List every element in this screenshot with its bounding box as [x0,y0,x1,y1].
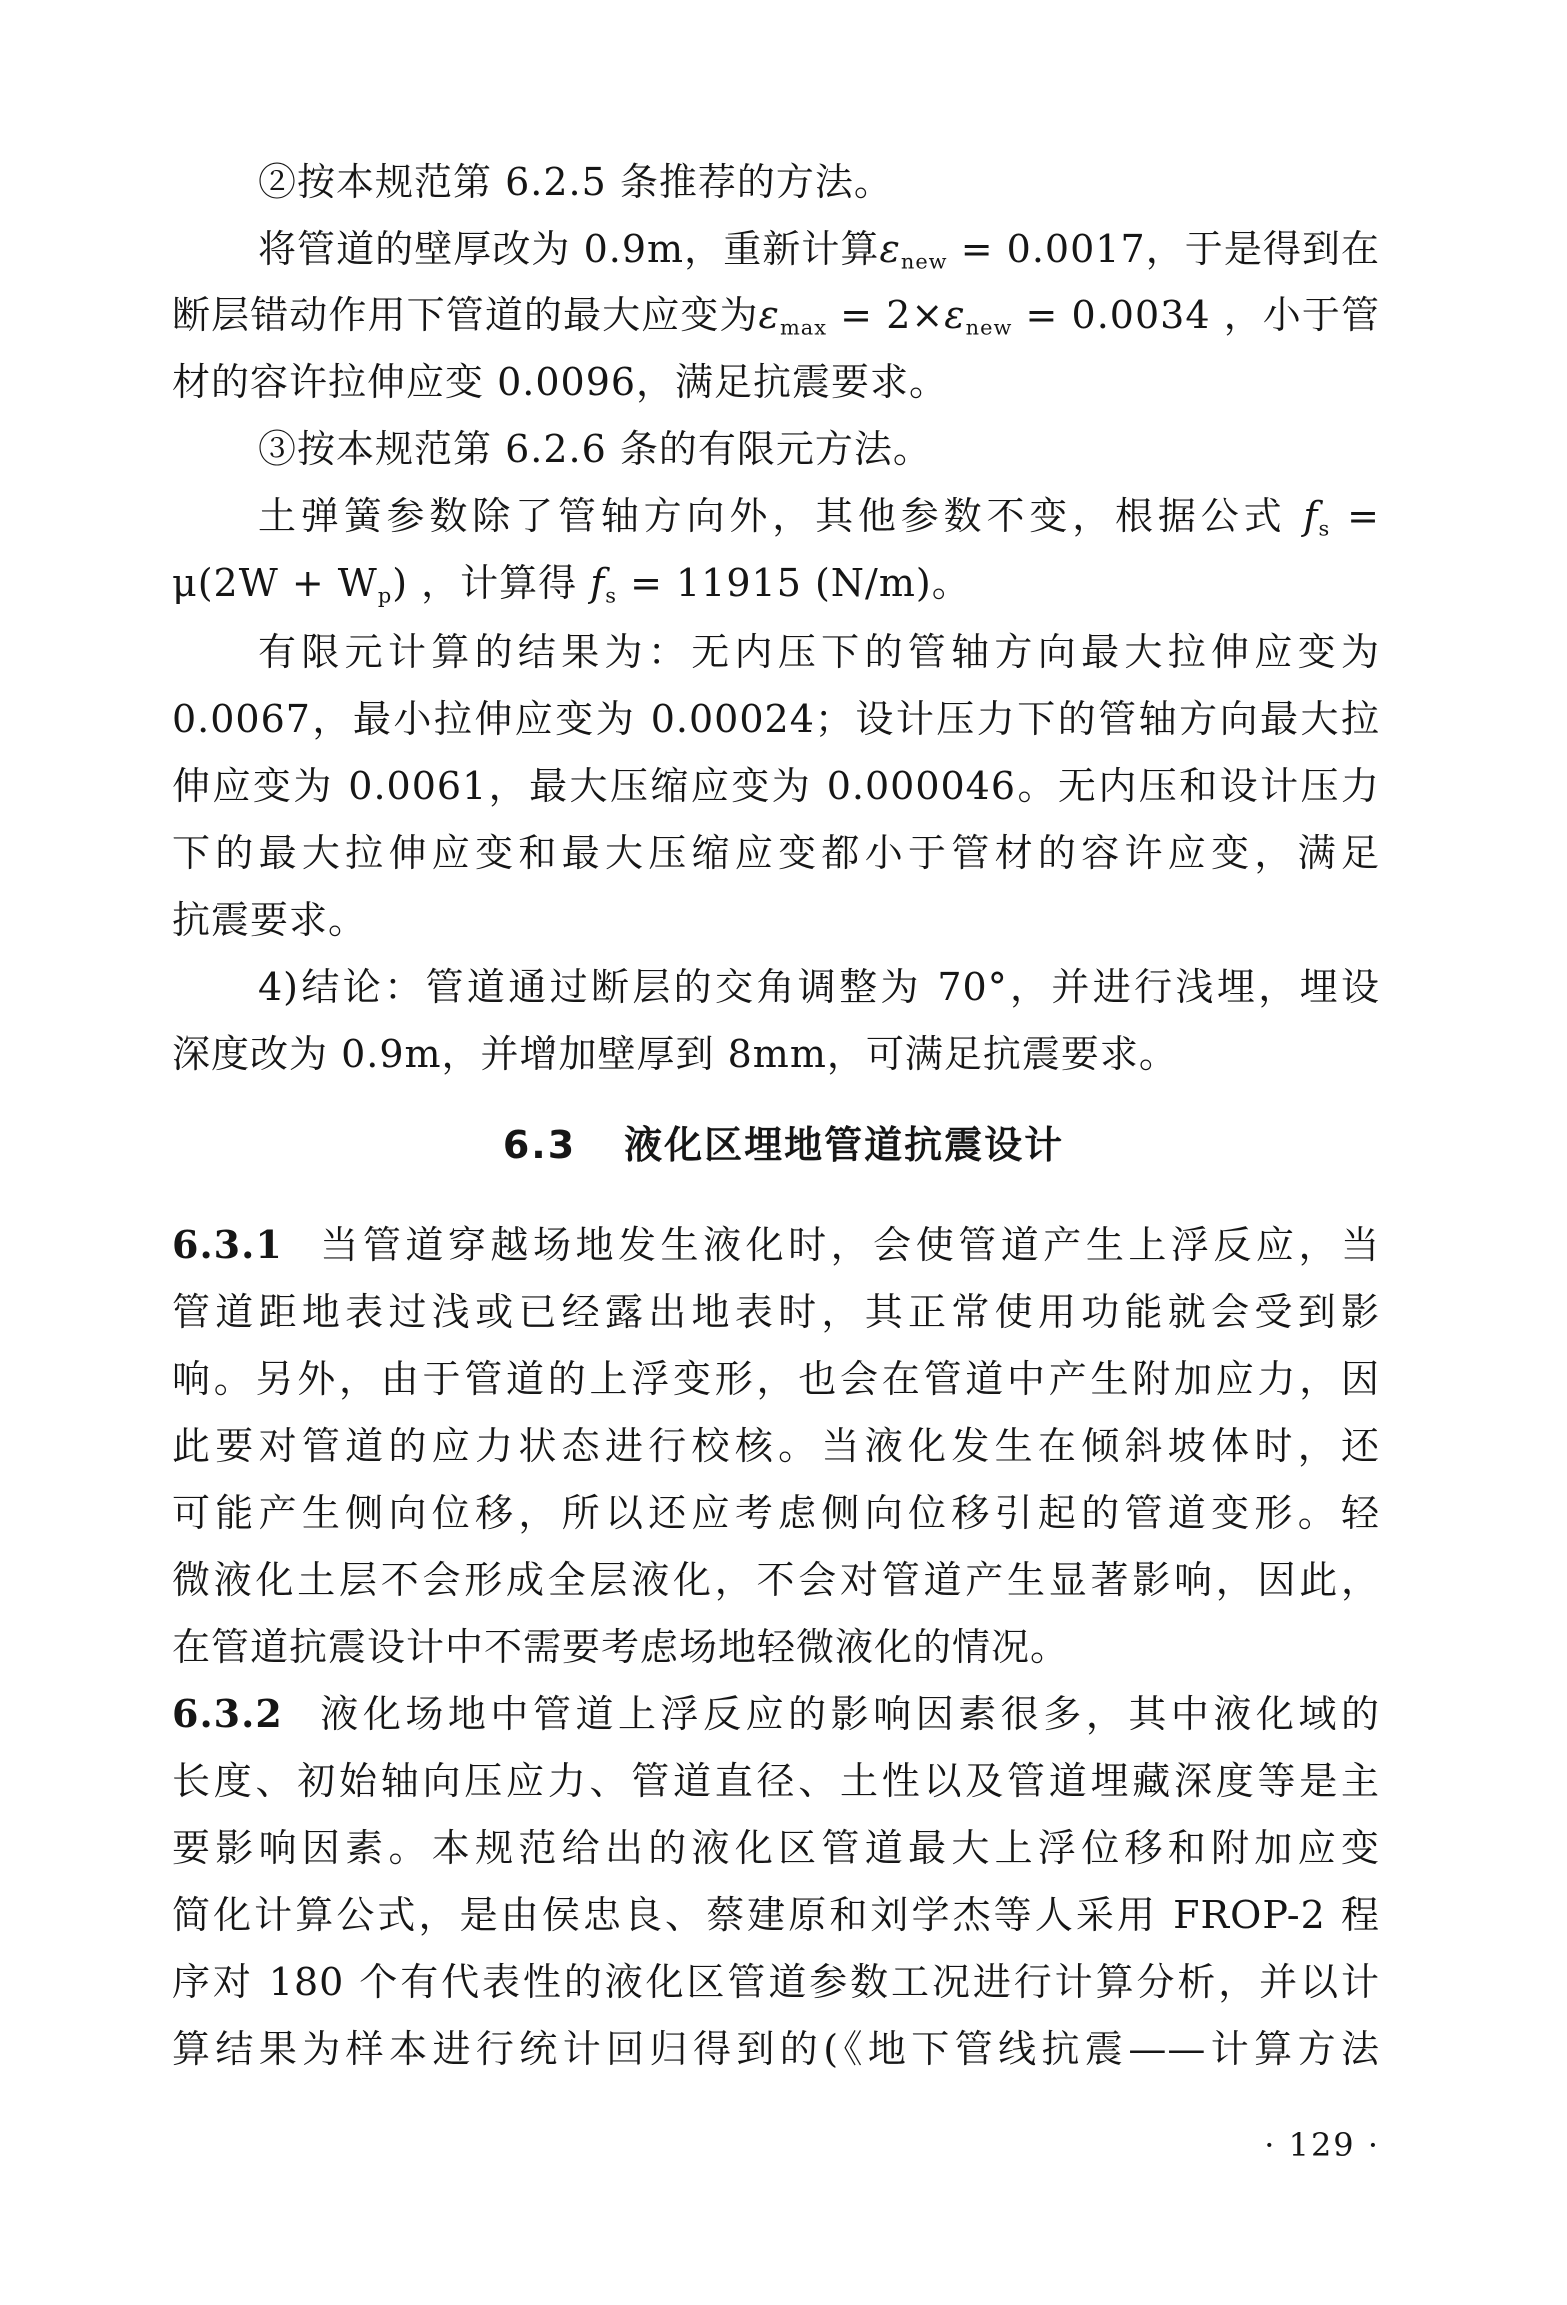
clause-line: 要影响因素。本规范给出的液化区管道最大上浮位移和附加应变 [172,1826,1380,1870]
clause-line: 长度、初始轴向压应力、管道直径、土性以及管道埋藏深度等是主 [172,1759,1380,1803]
clause-line: 管道距地表过浅或已经露出地表时，其正常使用功能就会受到影 [172,1290,1380,1334]
paragraph-line: 深度改为 0.9m，并增加壁厚到 8mm，可满足抗震要求。 [172,1032,1178,1076]
clause-line: 在管道抗震设计中不需要考虑场地轻微液化的情况。 [172,1625,1070,1669]
section-heading [0,1115,1567,1175]
paragraph-line: 0.0067，最小拉伸应变为 0.00024；设计压力下的管轴方向最大拉 [172,697,1380,741]
paragraph-line: 材的容许拉伸应变 0.0096，满足抗震要求。 [172,360,949,404]
paragraph-line: 抗震要求。 [172,898,368,942]
clause-line: 序对 180 个有代表性的液化区管道参数工况进行计算分析，并以计 [172,1960,1380,2004]
formula-line: $\mu(2W + W_p)$ ，计算得 $f_s = 11915$ (N/m)。 [172,561,971,608]
paragraph-line: 下的最大拉伸应变和最大压缩应变都小于管材的容许应变，满足 [172,831,1380,875]
paragraph-line: ②按本规范第 6.2.5 条推荐的方法。 [258,160,893,204]
clause-line: 6.3.1 当管道穿越场地发生液化时，会使管道产生上浮反应，当 [172,1222,1380,1267]
section-title: 液化区埋地管道抗震设计 [624,1123,1065,1167]
clause-line: 此要对管道的应力状态进行校核。当液化发生在倾斜坡体时，还 [172,1424,1380,1468]
paragraph-line: 将管道的壁厚改为 0.9m，重新计算$\varepsilon_{new} = 0.0017$，于是得到在 [258,227,1381,274]
section-number: 6.3 [502,1123,577,1167]
clause-line: 算结果为样本进行统计回归得到的(《地下管线抗震——计算方法 [172,2027,1380,2071]
clause-line: 可能产生侧向位移，所以还应考虑侧向位移引起的管道变形。轻 [172,1491,1380,1535]
clause-line: 6.3.2 液化场地中管道上浮反应的影响因素很多，其中液化域的 [172,1691,1380,1736]
paragraph-line: 4)结论：管道通过断层的交角调整为 70°，并进行浅埋，埋设 [258,965,1380,1009]
paragraph-line: 伸应变为 0.0061，最大压缩应变为 0.000046。无内压和设计压力 [172,764,1380,808]
paragraph-line: 土弹簧参数除了管轴方向外，其他参数不变，根据公式 $f_s$ = [258,494,1380,541]
page-number: · 129 · [1264,2126,1380,2164]
paragraph-line: 有限元计算的结果为：无内压下的管轴方向最大拉伸应变为 [258,630,1380,674]
clause-line: 简化计算公式，是由侯忠良、蔡建原和刘学杰等人采用 FROP-2 程 [172,1893,1380,1937]
clause-line: 响。另外，由于管道的上浮变形，也会在管道中产生附加应力，因 [172,1357,1380,1401]
clause-number: 6.3.1 [172,1222,283,1267]
clause-number: 6.3.2 [172,1691,283,1736]
paragraph-line: ③按本规范第 6.2.6 条的有限元方法。 [258,427,932,471]
clause-line: 微液化土层不会形成全层液化，不会对管道产生显著影响，因此， [172,1558,1380,1602]
paragraph-line: 断层错动作用下管道的最大应变为$\varepsilon_{max} = 2\times\varepsilon_{new} = 0.0034$ ，小于管 [172,293,1380,340]
